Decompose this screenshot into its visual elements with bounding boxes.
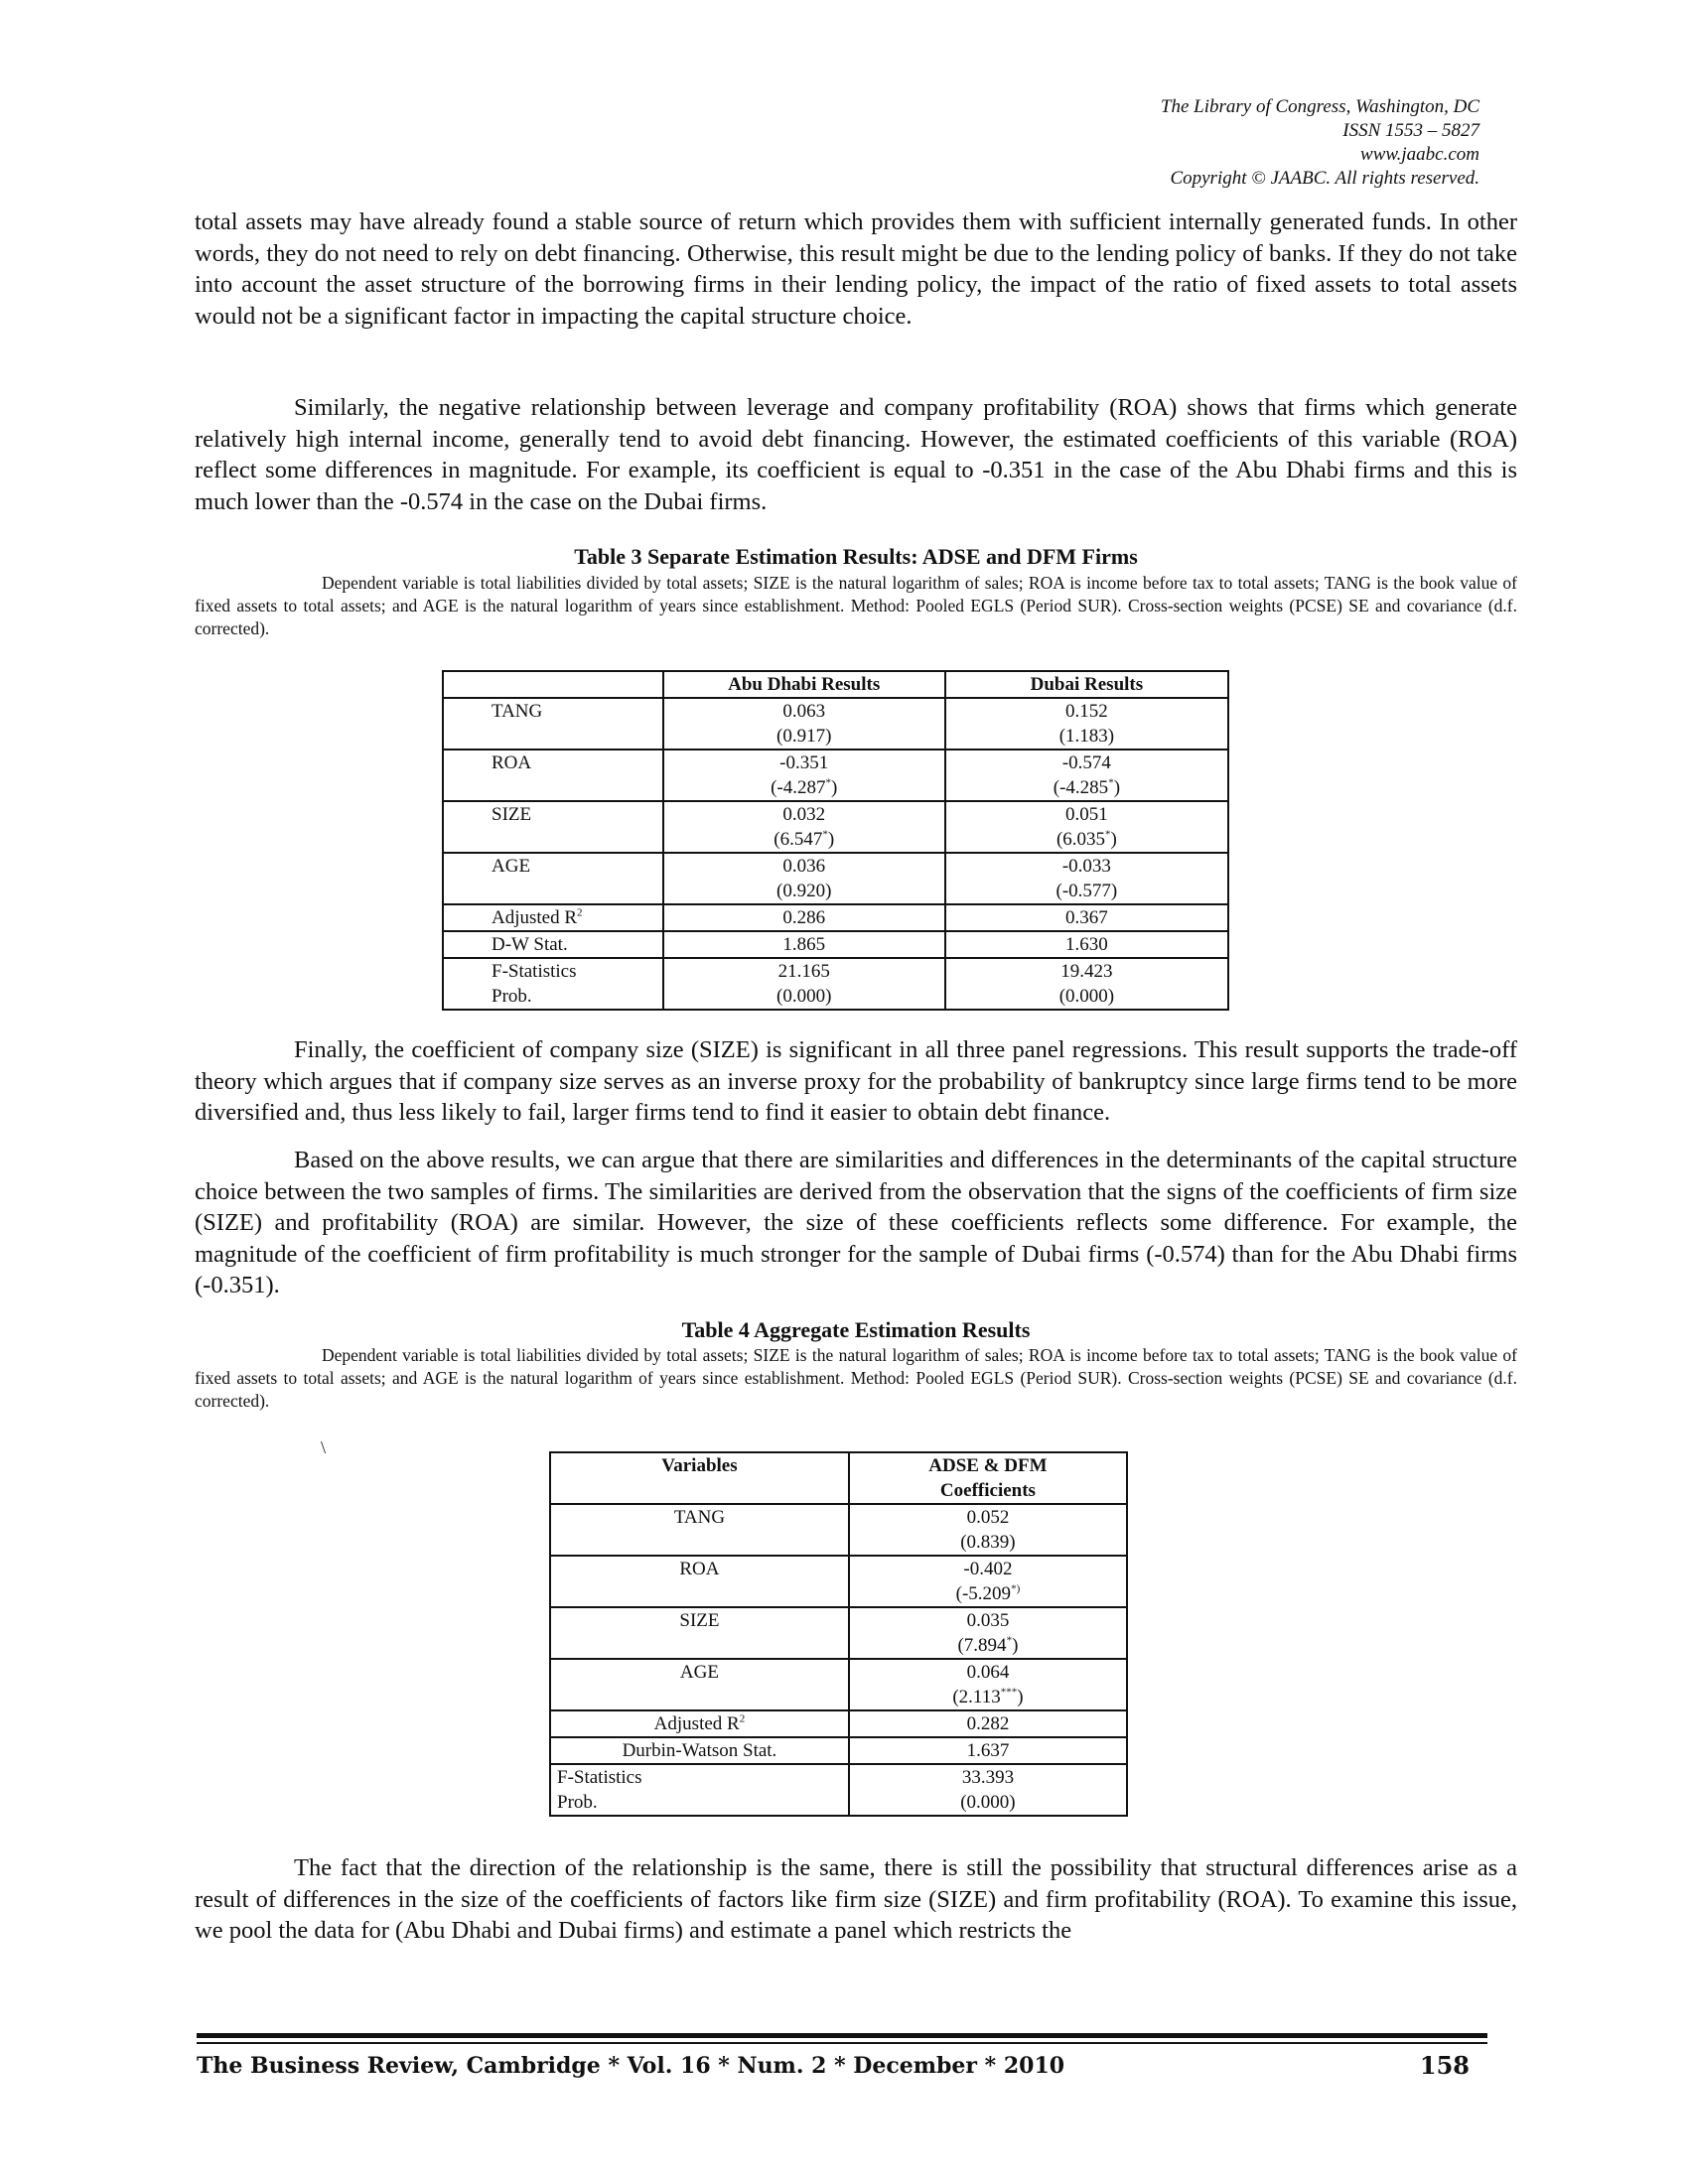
table3-row-size <box>443 801 1228 853</box>
table3-cell: 1.865 <box>663 931 945 958</box>
table3-results <box>442 670 1229 1011</box>
table3-row-tang <box>443 698 1228 750</box>
table3-label: AGE <box>443 853 663 904</box>
header-line-website: www.jaabc.com <box>1360 144 1479 165</box>
table3-label: ROA <box>443 750 663 801</box>
table4-cell: 33.393 (0.000) <box>849 1764 1127 1816</box>
header-line-copyright: Copyright © JAABC. All rights reserved. <box>1170 168 1479 189</box>
table3-cell: 1.630 <box>945 931 1228 958</box>
table3-label: TANG <box>443 698 663 750</box>
table4-header-row <box>550 1452 1127 1504</box>
table4-cell: 0.064 (2.113***) <box>849 1659 1127 1710</box>
table4-cell: 0.282 <box>849 1710 1127 1737</box>
table4-label: TANG <box>550 1504 849 1556</box>
table4-row-tang <box>550 1504 1127 1556</box>
table3-cell: 0.036 (0.920) <box>663 853 945 904</box>
table3-cell: -0.574 (-4.285*) <box>945 750 1228 801</box>
table3-cell: 0.063 (0.917) <box>663 698 945 750</box>
table3-row-age <box>443 853 1228 904</box>
table4-row-roa <box>550 1556 1127 1607</box>
table4-header-variables: Variables <box>550 1452 849 1504</box>
table3-cell: -0.033 (-0.577) <box>945 853 1228 904</box>
table3-label: Adjusted $R^2$ <box>443 904 663 931</box>
table4-label: F-Statistics Prob. <box>550 1764 849 1816</box>
table3-title: Table 3 Separate Estimation Results: ADSE and DFM Firms <box>574 544 1138 569</box>
footer-journal: The Business Review, Cambridge * Vol. 16 * Num. 2 * December * 2010 <box>197 2053 1065 2079</box>
table3-cell: 0.051 (6.035*) <box>945 801 1228 853</box>
header-line-issn: ISSN 1553 – 5827 <box>1342 120 1479 141</box>
table4-label: Durbin-Watson Stat. <box>550 1737 849 1764</box>
footer-rule-thin <box>197 2042 1487 2044</box>
table4-cell: 0.035 (7.894*) <box>849 1607 1127 1659</box>
table4-label: SIZE <box>550 1607 849 1659</box>
journal-header <box>993 95 1479 191</box>
table3-row-roa <box>443 750 1228 801</box>
table4-cell: 0.052 (0.839) <box>849 1504 1127 1556</box>
table3-label: D-W Stat. <box>443 931 663 958</box>
paragraph-asset-structure: total assets may have already found a stable source of return which provides them with sufficient internally generated funds. In other words, they do not need to rely on debt financing. Otherwise, this result might be due to the lending policy of banks. If they do not take into account the asset structure of the borrowing firms in their lending policy, the impact of the ratio of fixed assets to total assets would not be a significant factor in impacting the capital structure choice. <box>195 208 1517 330</box>
table4-title: Table 4 Aggregate Estimation Results <box>681 1317 1031 1342</box>
table3-cell: 19.423 (0.000) <box>945 958 1228 1010</box>
table4-row-age <box>550 1659 1127 1710</box>
table3-cell: 0.032 (6.547*) <box>663 801 945 853</box>
table3-row-dw <box>443 931 1228 958</box>
table4-row-fstat <box>550 1764 1127 1816</box>
table4-row-dw <box>550 1737 1127 1764</box>
paragraph-similarities: Based on the above results, we can argue that there are similarities and differences in the determinants of the capital structure choice between the two samples of firms. The similarities are derived from the observation that the signs of the coefficients of firm size (SIZE) and profitability (ROA) are similar. However, the size of these coefficients reflects some difference. For example, the magnitude of the coefficient of firm profitability is much stronger for the sample of Dubai firms (-0.574) than for the Abu Dhabi firms (-0.351). <box>195 1147 1517 1298</box>
table3-header-empty <box>443 671 663 698</box>
paragraph-profitability: Similarly, the negative relationship between leverage and company profitability (ROA) shows that firms which generate relatively high internal income, generally tend to avoid debt financing. However, the estimated coefficients of this variable (ROA) reflect some differences in magnitude. For example, its coefficient is equal to -0.351 in the case of the Abu Dhabi firms and this is much lower than the -0.574 in the case on the Dubai firms. <box>195 394 1517 515</box>
table4-label: ROA <box>550 1556 849 1607</box>
table3-cell: 0.152 (1.183) <box>945 698 1228 750</box>
table3-header-abu-dhabi: Abu Dhabi Results <box>663 671 945 698</box>
paragraph-company-size: Finally, the coefficient of company size (SIZE) is significant in all three panel regressions. This result supports the trade-off theory which argues that if company size serves as an inverse proxy for the probability of bankruptcy since large firms tend to be more diversified and, thus less likely to fail, larger firms tend to find it easier to obtain debt finance. <box>195 1036 1517 1126</box>
table3-cell: 0.367 <box>945 904 1228 931</box>
table3-note: Dependent variable is total liabilities divided by total assets; SIZE is the natural logarithm of sales; ROA is income before tax to total assets; TANG is the book value of fixed assets to total assets; and AGE is the natural logarithm of years since establishment. Method: Pooled EGLS (Period SUR). Cross-section weights (PCSE) SE and covariance (d.f. corrected). <box>195 573 1517 638</box>
table3-label: F-Statistics Prob. <box>443 958 663 1010</box>
table3-cell: 21.165 (0.000) <box>663 958 945 1010</box>
stray-backslash: \ <box>321 1437 327 1457</box>
table3-cell: 0.286 <box>663 904 945 931</box>
table3-row-fstat <box>443 958 1228 1010</box>
header-line-library: The Library of Congress, Washington, DC <box>1160 96 1479 117</box>
table4-row-size <box>550 1607 1127 1659</box>
table4-cell: 1.637 <box>849 1737 1127 1764</box>
table3-header-row <box>443 671 1228 698</box>
table4-header-coefficients: ADSE & DFM Coefficients <box>849 1452 1127 1504</box>
table4-cell: -0.402 (-5.209*) <box>849 1556 1127 1607</box>
table4-label: AGE <box>550 1659 849 1710</box>
table4-row-adjusted-r2 <box>550 1710 1127 1737</box>
table3-row-adjusted-r2 <box>443 904 1228 931</box>
footer-rule-thick <box>197 2033 1487 2038</box>
table4-label: Adjusted $R^2$ <box>550 1710 849 1737</box>
page-footer <box>197 2051 1487 2081</box>
table3-cell: -0.351 (-4.287*) <box>663 750 945 801</box>
page-number: 158 <box>1419 2051 1470 2080</box>
paragraph-structural-differences: The fact that the direction of the relationship is the same, there is still the possibility that structural differences arise as a result of differences in the size of the coefficients of factors like firm size (SIZE) and firm profitability (ROA). To examine this issue, we pool the data for (Abu Dhabi and Dubai firms) and estimate a panel which restricts the <box>195 1854 1517 1944</box>
table3-label: SIZE <box>443 801 663 853</box>
table4-results <box>549 1451 1128 1817</box>
table4-note: Dependent variable is total liabilities divided by total assets; SIZE is the natural logarithm of sales; ROA is income before tax to total assets; TANG is the book value of fixed assets to total assets; and AGE is the natural logarithm of years since establishment. Method: Pooled EGLS (Period SUR). Cross-section weights (PCSE) SE and covariance (d.f. corrected). <box>195 1345 1517 1411</box>
table3-header-dubai: Dubai Results <box>945 671 1228 698</box>
